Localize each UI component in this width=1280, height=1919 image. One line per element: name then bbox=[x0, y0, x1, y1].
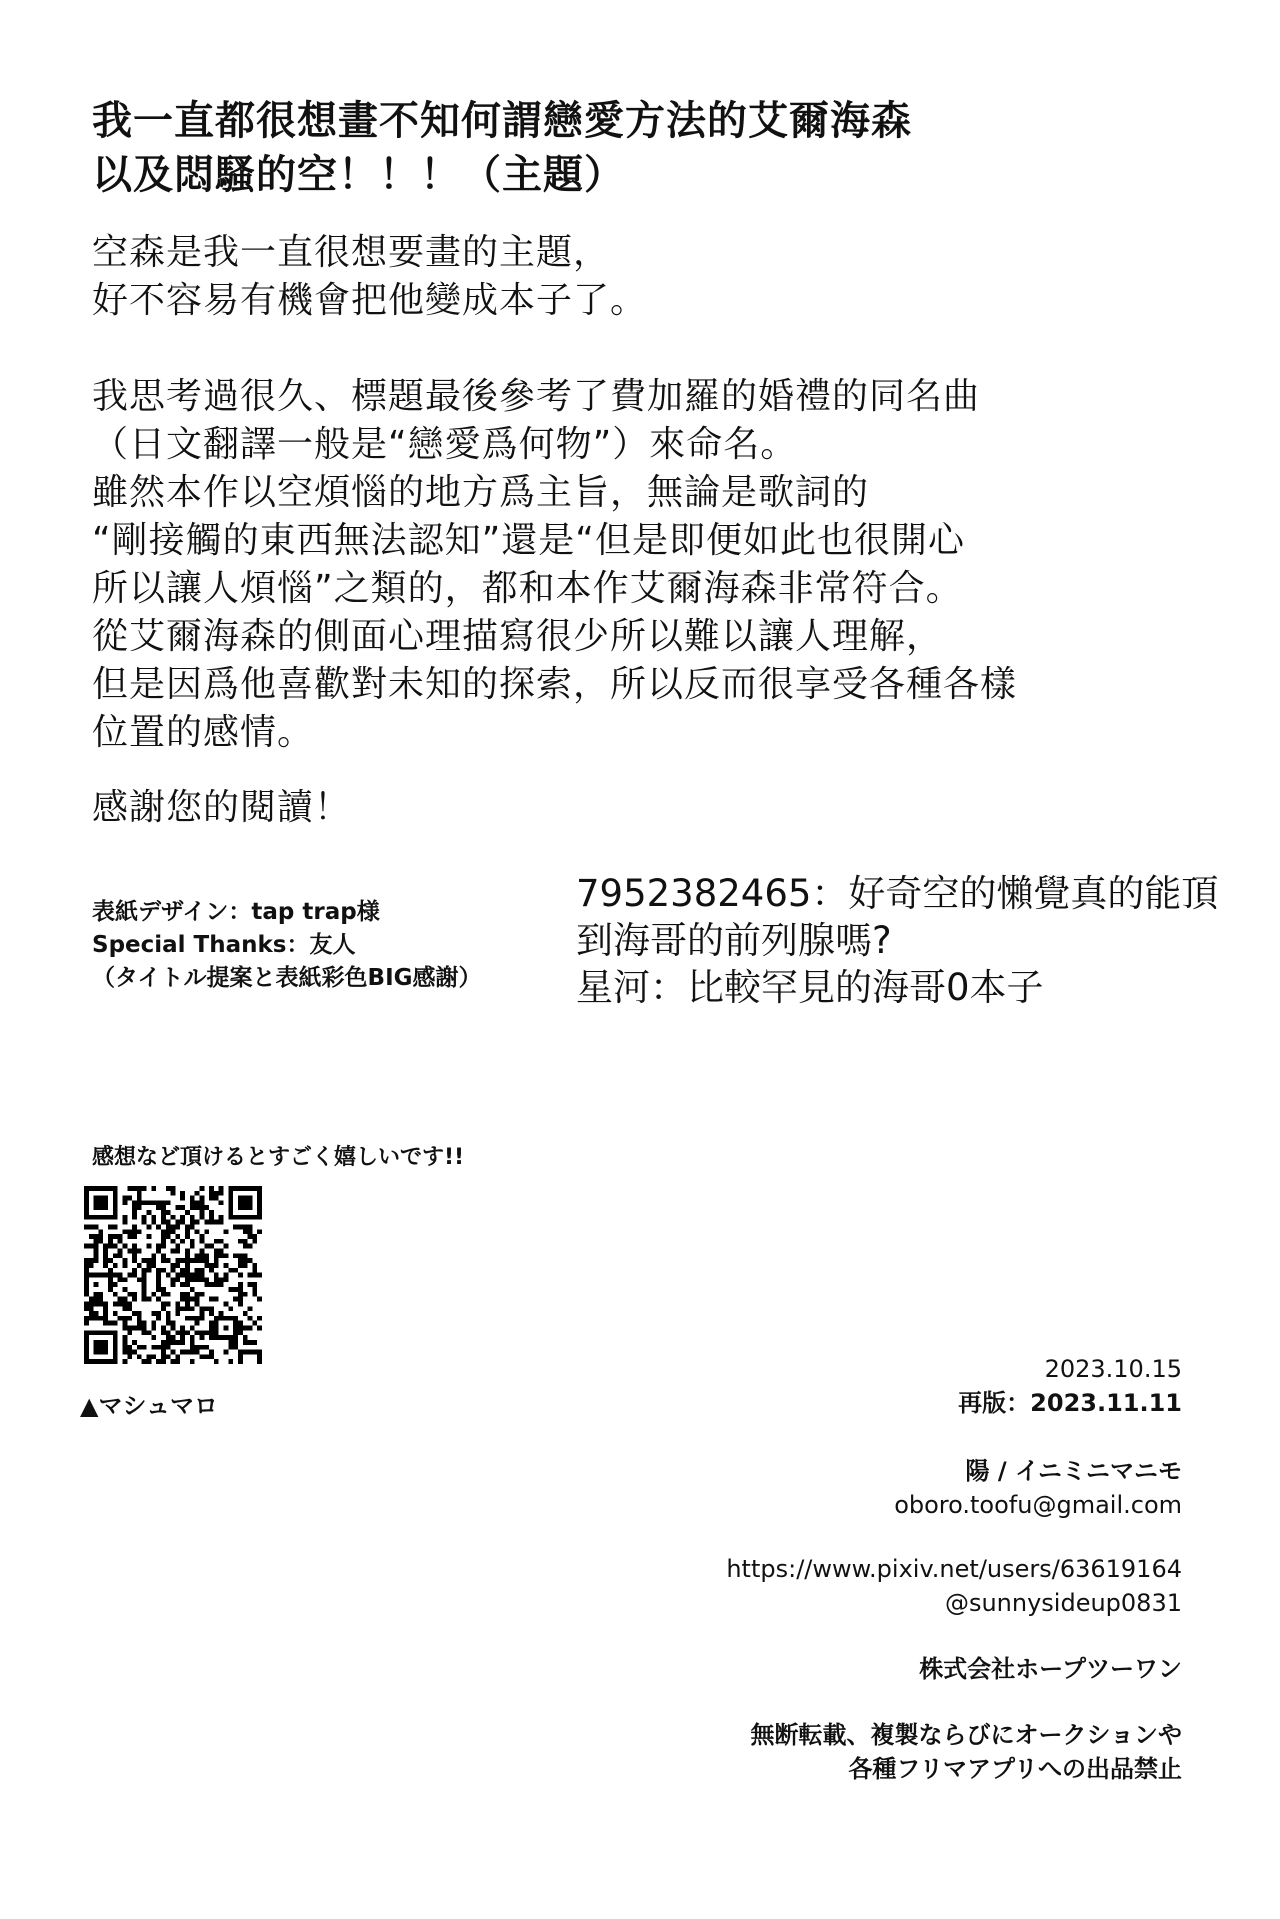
afterword-title bbox=[92, 94, 912, 202]
cover-credit: 表紙デザイン：tap trap様 bbox=[92, 899, 380, 925]
intro-paragraph bbox=[92, 229, 647, 325]
copyright-notice bbox=[750, 1718, 1182, 1786]
paragraph-line: 我思考過很久、標題最後參考了費加羅的婚禮的同名曲 bbox=[92, 376, 981, 417]
comment-line: 7952382465：好奇空的懶覺真的能頂 bbox=[576, 872, 1219, 915]
paragraph-line: 雖然本作以空煩惱的地方爲主旨，無論是歌詞的 bbox=[92, 472, 870, 513]
notice-line: 無断転載、複製ならびにオークションや bbox=[750, 1721, 1182, 1749]
paragraph-line: 所以讓人煩惱”之類的，都和本作艾爾海森非常符合。 bbox=[92, 568, 963, 609]
thanks-note: （タイトル提案と表紙彩色BIG感謝） bbox=[92, 965, 482, 991]
qr-code-icon[interactable] bbox=[84, 1186, 262, 1364]
publication-dates bbox=[958, 1352, 1182, 1420]
marshmallow-label: ▲マシュマロ bbox=[80, 1392, 218, 1420]
comments-block bbox=[576, 870, 1218, 1011]
pixiv-link[interactable]: https://www.pixiv.net/users/63619164 bbox=[726, 1555, 1182, 1583]
printer-name bbox=[919, 1652, 1182, 1686]
publish-date: 2023.10.15 bbox=[1044, 1355, 1182, 1383]
author-name: 陽 / イニミニマニモ bbox=[965, 1457, 1182, 1485]
author-contact bbox=[894, 1454, 1182, 1522]
reprint-date: 再版：2023.11.11 bbox=[958, 1389, 1182, 1417]
title-line: 以及悶騷的空！！！（主題） bbox=[92, 152, 625, 198]
paragraph-line: 空森是我一直很想要畫的主題， bbox=[92, 232, 611, 273]
credits-block bbox=[92, 896, 482, 995]
twitter-handle[interactable]: @sunnysideup0831 bbox=[944, 1589, 1182, 1617]
paragraph-line: （日文翻譯一般是“戀愛爲何物”）來命名。 bbox=[92, 424, 798, 465]
email-link[interactable]: oboro.toofu@gmail.com bbox=[894, 1491, 1182, 1519]
paragraph-line: 從艾爾海森的側面心理描寫很少所以難以讓人理解， bbox=[92, 616, 944, 657]
thanks-paragraph bbox=[92, 784, 351, 832]
author-links bbox=[726, 1552, 1182, 1620]
comment-line: 星河：比較罕見的海哥0本子 bbox=[576, 966, 1044, 1009]
printer-line: 株式会社ホープツーワン bbox=[919, 1655, 1182, 1683]
body-paragraph bbox=[92, 373, 1017, 757]
title-line: 我一直都很想畫不知何謂戀愛方法的艾爾海森 bbox=[92, 98, 912, 144]
feedback-note: 感想など頂けるとすごく嬉しいです!! bbox=[92, 1145, 465, 1170]
special-thanks: Special Thanks：友人 bbox=[92, 932, 356, 958]
paragraph-line: “剛接觸的東西無法認知”還是“但是即便如此也很開心 bbox=[92, 520, 965, 561]
paragraph-line: 但是因爲他喜歡對未知的探索，所以反而很享受各種各樣 bbox=[92, 664, 1018, 705]
paragraph-line: 位置的感情。 bbox=[92, 712, 315, 753]
paragraph-line: 好不容易有機會把他變成本子了。 bbox=[92, 280, 648, 321]
comment-line: 到海哥的前列腺嗎? bbox=[576, 919, 892, 962]
notice-line: 各種フリマアプリへの出品禁止 bbox=[848, 1755, 1182, 1783]
paragraph-line: 感謝您的閱讀！ bbox=[92, 787, 352, 828]
